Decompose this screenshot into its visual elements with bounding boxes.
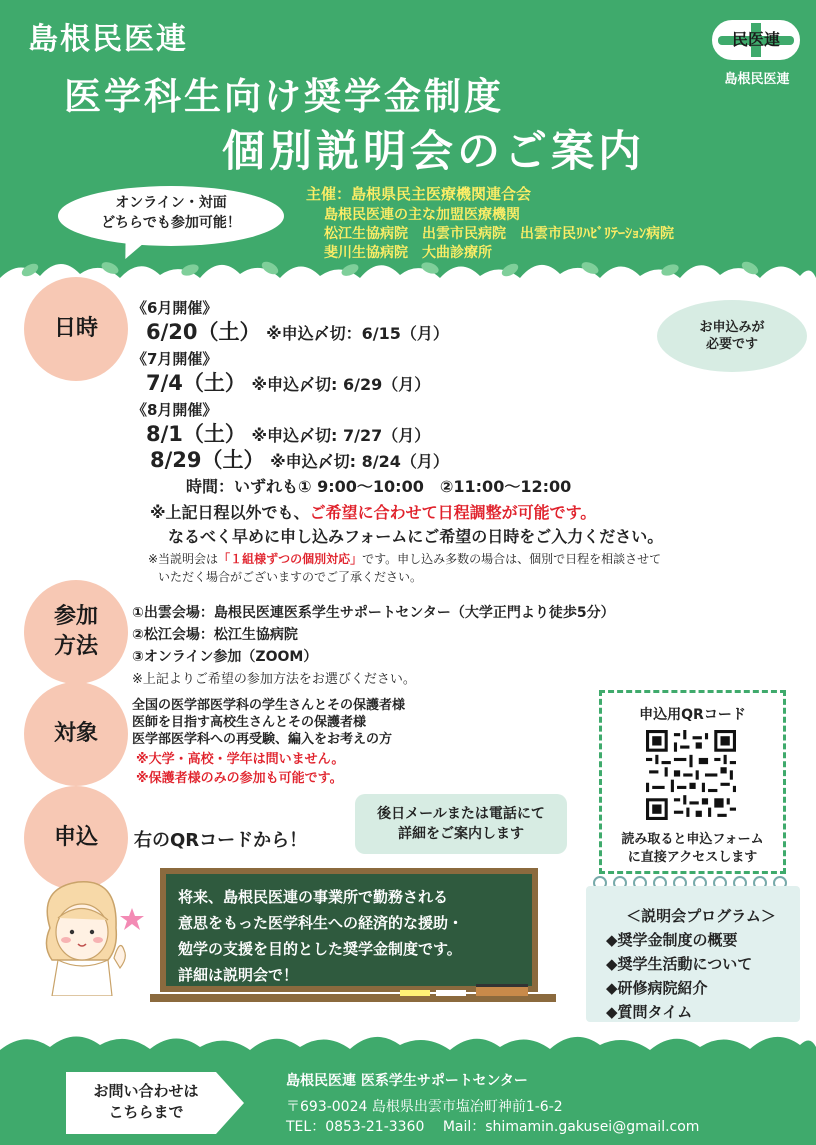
qr-title: 申込用QRコード — [639, 707, 746, 723]
members-label: 島根民医連の主な加盟医療機関 — [324, 207, 520, 223]
participation-label: 参加 方法 — [24, 580, 128, 684]
chalk-icon — [436, 990, 466, 996]
target-line-1: 全国の医学部医学科の学生さんとその保護者様 — [132, 698, 406, 713]
application-required-badge: お申込みが 必要です — [657, 300, 807, 372]
target-label: 対象 — [24, 682, 128, 786]
participation-note: ※上記よりご希望の参加方法をお選びください。 — [132, 672, 416, 687]
target-note-1: ※大学・高校・学年は問いません。 — [136, 752, 345, 767]
session-time: 時間：いずれも① 9:00～10:00 ②11:00～12:00 — [186, 477, 572, 496]
min-iren-logo — [712, 20, 800, 60]
host: 主催：島根県民主医療機関連合会 — [306, 185, 532, 203]
page-title-line1: 医学科生向け奨学金制度 — [64, 75, 504, 118]
contact-tel-mail[interactable]: TEL：0853-21-3360 Mail：shimamin.gakusei@gmail.com — [286, 1119, 700, 1135]
schedule-note-1: ※上記日程以外でも、ご希望に合わせて日程調整が可能です。 — [150, 503, 597, 522]
participation-item-3: ③オンライン参加（ZOOM） — [132, 649, 318, 665]
apply-label: 申込 — [24, 786, 128, 890]
target-note-2: ※保護者様のみの参加も可能です。 — [136, 771, 343, 786]
participation-item-2: ②松江会場：松江生協病院 — [132, 627, 298, 643]
program-item: ◆研修病院紹介 — [606, 979, 708, 997]
logo-text: 民医連 — [731, 30, 780, 49]
logo-caption: 島根民医連 — [724, 72, 790, 87]
june-row: 6/20（土） ※申込〆切：6/15（月） — [146, 320, 449, 344]
program-list — [606, 904, 796, 1024]
august-row-1: 8/1（土） ※申込〆切: 7/27（月） — [146, 422, 431, 446]
contact-label: お問い合わせは こちらまで — [93, 1082, 199, 1121]
blackboard-text: 将来、島根民医連の事業所で勤務される 意思をもった医学科生への経済的な援助・ 勉学の支援を目的とした奨学金制度です。 詳細は説明会で！ — [178, 888, 464, 984]
qr-caption: 読み取ると申込フォーム に直接アクセスします — [621, 832, 764, 865]
program-title: ＜説明会プログラム＞ — [626, 907, 776, 925]
schedule-label: 日時 — [24, 277, 128, 381]
members-line1: 松江生協病院 出雲市民病院 出雲市民ﾘﾊﾋﾞﾘﾃｰｼｮﾝ病院 — [324, 226, 674, 242]
organizer-info — [306, 185, 674, 263]
schedule-small-note: ※当説明会は「１組様ずつの個別対応」です。申し込み多数の場合は、個別で日程を相談させて いただく場合がございますのでご了承ください。 — [148, 552, 662, 584]
target-line-2: 医師を目指す高校生さんとその保護者様 — [132, 715, 367, 730]
page-title-line2: 個別説明会のご案内 — [222, 127, 645, 177]
center-name: 島根民医連 医系学生サポートセンター — [286, 1073, 528, 1089]
qr-code-icon[interactable] — [646, 730, 736, 820]
august-row-2: 8/29（土） ※申込〆切: 8/24（月） — [150, 448, 449, 472]
bubble-text: オンライン・対面 どちらでも参加可能！ — [101, 195, 241, 231]
july-heading: 《7月開催》 — [132, 350, 218, 368]
target-line-3: 医学部医学科への再受験、編入をお考えの方 — [132, 732, 393, 747]
org-name: 島根民医連 — [28, 22, 188, 57]
student-illustration — [28, 868, 158, 996]
june-heading: 《6月開催》 — [132, 299, 218, 317]
program-item: ◆奨学金制度の概要 — [606, 931, 738, 949]
participation-item-1: ①出雲会場：島根民医連医系学生サポートセンター（大学正門より徒歩5分） — [132, 605, 615, 621]
followup-text: 後日メールまたは電話にて 詳細をご案内します — [377, 806, 545, 842]
schedule-note-2: なるべく早めに申し込みフォームにご希望の日時をご入力ください。 — [168, 527, 664, 546]
leaf-border-decoration — [0, 1025, 816, 1065]
chalk-icon — [400, 990, 430, 996]
center-address: 〒693-0024 島根県出雲市塩冶町神前1-6-2 — [286, 1099, 563, 1115]
apply-text: 右のQRコードから！ — [134, 830, 308, 851]
program-item: ◆質問タイム — [606, 1003, 693, 1021]
july-row: 7/4（土） ※申込〆切: 6/29（月） — [146, 371, 431, 395]
members-line2: 斐川生協病院 大曲診療所 — [324, 245, 492, 261]
program-item: ◆奨学生活動について — [606, 955, 753, 973]
august-heading: 《8月開催》 — [132, 401, 218, 419]
